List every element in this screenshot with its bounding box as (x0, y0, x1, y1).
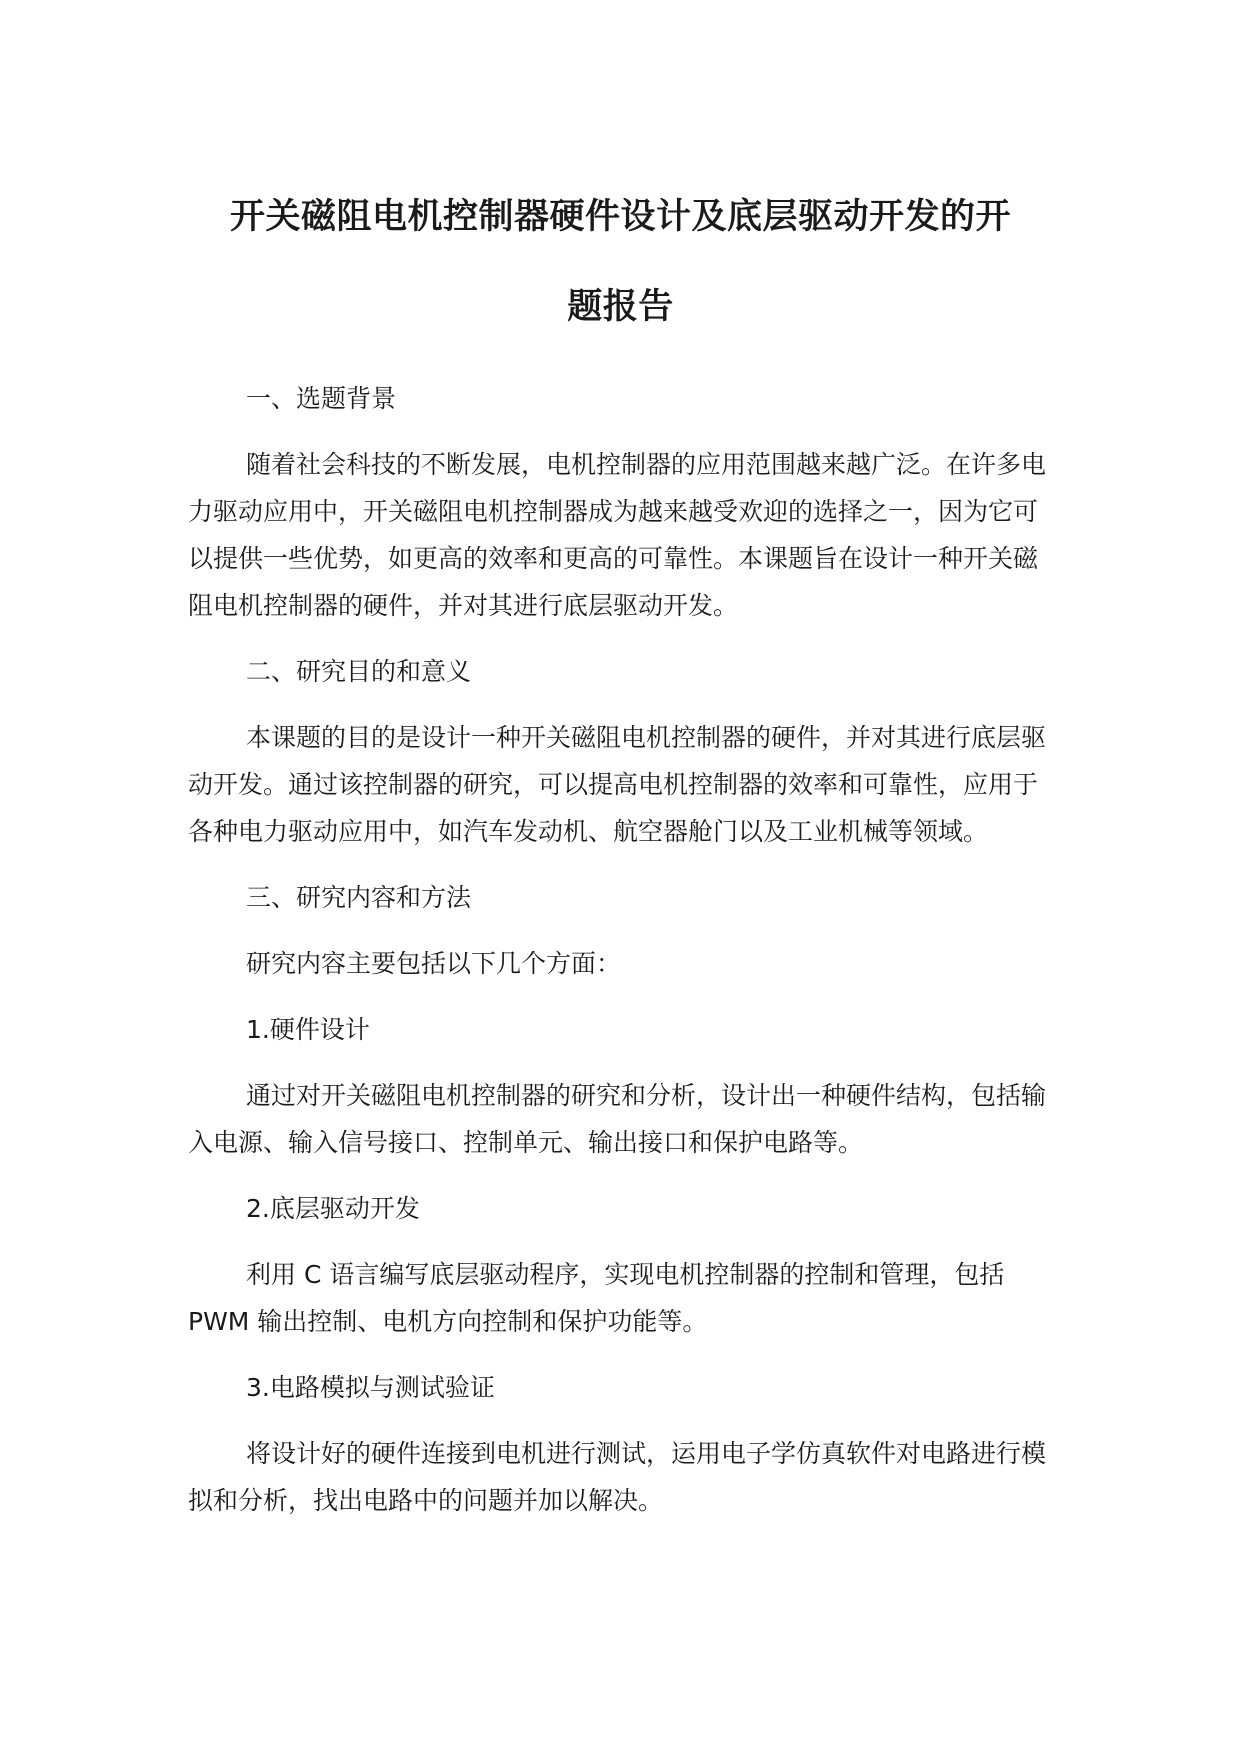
paragraph-purpose: 本课题的目的是设计一种开关磁阻电机控制器的硬件，并对其进行底层驱动开发。通过该控制器的研究，可以提高电机控制器的效率和可靠性，应用于各种电力驱动应用中，如汽车发动机、航空器舱门以及工业机械等领域。 (188, 723, 1047, 846)
paragraph-content-intro: 研究内容主要包括以下几个方面： (246, 949, 622, 978)
section-heading-background: 一、选题背景 (246, 384, 397, 413)
document-title (190, 172, 1051, 352)
subsection-heading-driver: 2.底层驱动开发 (246, 1194, 420, 1223)
section-heading-purpose: 二、研究目的和意义 (246, 657, 472, 686)
document-title-line-1: 开关磁阻电机控制器硬件设计及底层驱动开发的开 (229, 197, 1011, 237)
paragraph-simulation: 将设计好的硬件连接到电机进行测试，运用电子学仿真软件对电路进行模拟和分析，找出电路中的问题并加以解决。 (188, 1439, 1047, 1515)
paragraph-driver: 利用 C 语言编写底层驱动程序，实现电机控制器的控制和管理，包括 PWM 输出控制、电机方向控制和保护功能等。 (188, 1260, 1005, 1336)
document-title-line-2: 题报告 (567, 287, 674, 327)
subsection-heading-simulation: 3.电路模拟与测试验证 (246, 1373, 495, 1402)
document-body (188, 375, 1053, 1543)
paragraph-hardware: 通过对开关磁阻电机控制器的研究和分析，设计出一种硬件结构，包括输入电源、输入信号接口、控制单元、输出接口和保护电路等。 (188, 1081, 1047, 1157)
subsection-heading-hardware: 1.硬件设计 (246, 1015, 370, 1044)
paragraph-background: 随着社会科技的不断发展，电机控制器的应用范围越来越广泛。在许多电力驱动应用中，开关磁阻电机控制器成为越来越受欢迎的选择之一，因为它可以提供一些优势，如更高的效率和更高的可靠性。本课题旨在设计一种开关磁阻电机控制器的硬件，并对其进行底层驱动开发。 (188, 450, 1047, 620)
section-heading-content-methods: 三、研究内容和方法 (246, 883, 472, 912)
